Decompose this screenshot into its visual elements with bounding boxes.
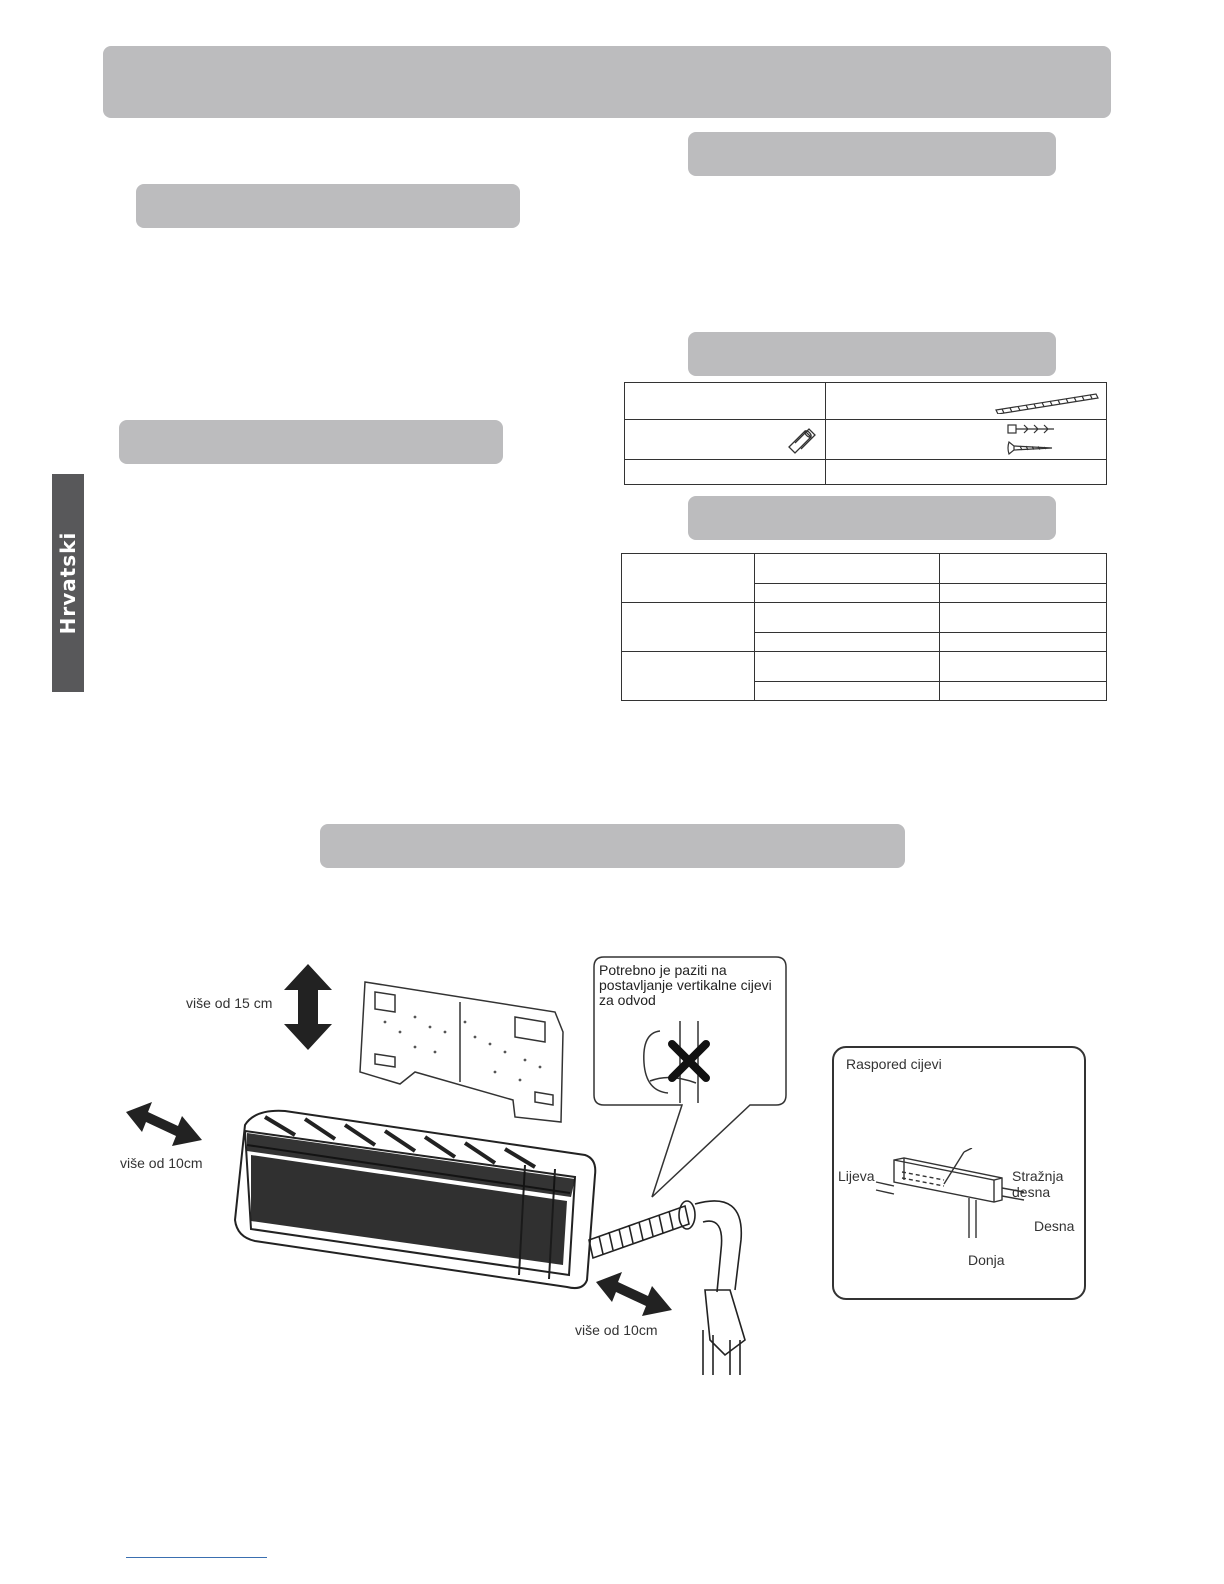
clearance-top-label: više od 15 cm [186, 995, 273, 1011]
piping-arrangement-box [832, 1046, 1086, 1300]
double-arrow-icon [594, 1270, 674, 1320]
piping-right-label: Desna [1034, 1218, 1075, 1234]
callout-note-line: za odvod [599, 992, 656, 1008]
piping-box-title: Raspored cijevi [846, 1056, 942, 1072]
piping-bottom-label: Donja [968, 1252, 1005, 1268]
piping-left-label: Lijeva [838, 1168, 875, 1184]
x-mark-icon [666, 1038, 712, 1084]
callout-note-line: Potrebno je paziti na [599, 962, 727, 978]
clearance-left-label: više od 10cm [120, 1155, 203, 1171]
double-arrow-icon [124, 1100, 204, 1150]
piping-rear-right-label-2: desna [1012, 1184, 1051, 1200]
language-label: Hrvatski [56, 531, 80, 635]
callout-note-line: postavljanje vertikalne cijevi [599, 977, 772, 993]
piping-diagram [874, 1148, 1074, 1258]
callout-note [599, 963, 787, 1008]
clearance-right-label: više od 10cm [575, 1322, 658, 1338]
indoor-unit-drawing [225, 1105, 605, 1295]
double-arrow-icon [278, 962, 338, 1052]
footer-link-line [126, 1557, 267, 1558]
piping-rear-right-label-1: Stražnja [1012, 1168, 1064, 1184]
